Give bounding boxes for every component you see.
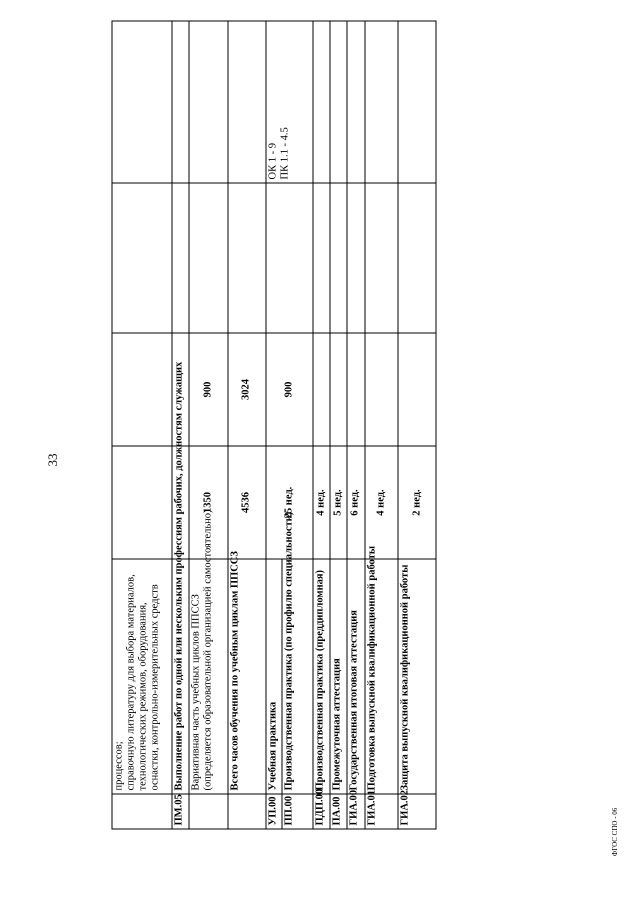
competencies-cell: [189, 21, 228, 183]
code-cell: УП.00: [266, 794, 283, 829]
obligatory-hours-cell: [398, 333, 436, 446]
obligatory-hours-cell: 900: [266, 333, 314, 446]
code-cell: ГИА.01: [365, 794, 398, 829]
name-cell: Промежуточная аттестация: [330, 559, 347, 794]
obligatory-hours-cell: [365, 333, 398, 446]
index-cell: [398, 183, 436, 333]
name-cell: Подготовка выпускной квалификационной работы: [365, 559, 398, 794]
competencies-cell: [112, 21, 172, 183]
competencies-cell: [228, 21, 266, 183]
code-cell: ПДП.00: [313, 794, 330, 829]
competencies-cell: [365, 21, 398, 183]
code-cell: ПМ.05: [172, 794, 189, 829]
name-cell: [189, 509, 228, 794]
table-row: [228, 21, 266, 829]
obligatory-hours-cell: [313, 333, 330, 446]
index-cell: [112, 183, 172, 333]
name-cell: Всего часов обучения по учебным циклам ППССЗ: [228, 559, 266, 794]
max-hours-cell: 6 нед.: [347, 446, 365, 559]
name-text-2: справочную литературу для выбора материалов, технологических режимов, оборудования, оснастки, контрольно-измерительных средств: [125, 574, 161, 791]
index-cell: [266, 183, 314, 333]
index-cell: [365, 183, 398, 333]
max-hours-cell: 1350: [189, 446, 228, 559]
max-hours-cell: 4536: [228, 446, 266, 559]
name-cell: Государственная итоговая аттестация: [347, 559, 365, 794]
page-number: 33: [45, 453, 60, 467]
max-hours-cell: 5 нед.: [330, 446, 347, 559]
name-cell: Защита выпускной квалификационной работы: [398, 559, 436, 794]
index-cell: [172, 183, 189, 333]
code-cell: ПА.00: [330, 794, 347, 829]
index-cell: [330, 183, 347, 333]
name-cell: Производственная практика (по профилю специальности): [282, 559, 313, 794]
competencies-cell: [398, 21, 436, 183]
name-cell: Производственная практика (преддипломная): [313, 559, 330, 794]
name-cell: [112, 559, 172, 794]
obligatory-hours-cell: [112, 333, 172, 446]
obligatory-hours-cell: 900: [189, 333, 228, 446]
curriculum-table: [112, 21, 437, 830]
max-hours-cell: 4 нед.: [365, 446, 398, 559]
index-cell: [347, 183, 365, 333]
max-hours-cell: 4 нед.: [313, 446, 330, 559]
max-hours-cell: 2 нед.: [398, 446, 436, 559]
name-cell: Выполнение работ по одной или нескольким профессиям рабочих, должностям служащих: [172, 559, 189, 794]
table-row: [112, 21, 172, 829]
competencies-cell: [172, 21, 189, 183]
competencies-cell: [330, 21, 347, 183]
max-hours-cell: 25 нед.: [266, 446, 314, 559]
name-text: процессов;: [113, 741, 125, 791]
name-text: Вариативная часть учебных циклов ППССЗ: [190, 594, 202, 791]
table-row: [398, 21, 436, 829]
table-row: [313, 21, 330, 829]
footer-label: ФГОС СПО - 06: [611, 807, 619, 857]
code-cell: [189, 794, 228, 829]
code-cell: ГИА.00: [347, 794, 365, 829]
table-row: [172, 21, 189, 829]
obligatory-hours-cell: 3024: [228, 333, 266, 446]
obligatory-hours-cell: [347, 333, 365, 446]
obligatory-hours-cell: [330, 333, 347, 446]
index-cell: [313, 183, 330, 333]
code-cell: [112, 794, 172, 829]
table-row: [266, 21, 283, 829]
index-cell: [189, 183, 228, 333]
table-row: [347, 21, 365, 829]
code-cell: [228, 794, 266, 829]
table-row: [365, 21, 398, 829]
table-row: [330, 21, 347, 829]
table-row: [189, 21, 228, 829]
max-hours-cell: [112, 446, 172, 559]
index-cell: [228, 183, 266, 333]
name-text-2: (определяется образовательной организацией самостоятельно): [202, 509, 214, 791]
competencies-cell: [347, 21, 365, 183]
competencies-cell: ОК 1 - 9 ПК 1.1 - 4.5: [266, 21, 314, 183]
code-cell: ГИА.02: [398, 794, 436, 829]
competencies-cell: [313, 21, 330, 183]
code-cell: ПП.00: [282, 794, 313, 829]
curriculum-table-rotated: [112, 22, 437, 830]
name-cell: Учебная практика: [266, 559, 283, 794]
